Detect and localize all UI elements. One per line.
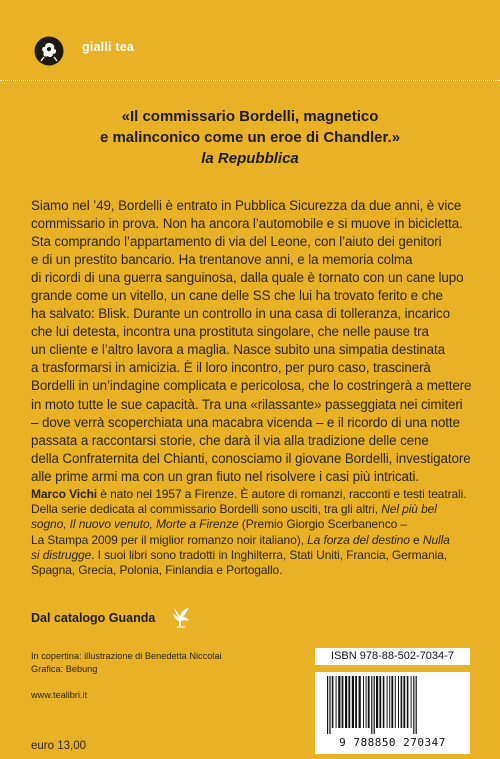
synopsis-line: a trasformarsi in amicizia. È il loro incontro, per puro caso, trascinerà (31, 360, 431, 376)
barcode-bar (401, 676, 403, 728)
rose-logo-icon (34, 36, 64, 66)
barcode-bar (383, 676, 385, 728)
barcode-bar (345, 676, 347, 728)
barcode-bar (413, 676, 414, 734)
catalog-label: Dal catalogo Guanda (31, 611, 156, 625)
bio-line: Della serie dedicata al commissario Bordelli sono usciti, tra gli altri, Nel più bel (31, 502, 437, 517)
bio-line: La Stampa 2009 per il miglior romanzo noir italiano), La forza del destino e Nulla (31, 532, 450, 547)
barcode-bar (368, 676, 370, 728)
barcode-bar (359, 676, 361, 728)
barcode-bar (407, 676, 409, 728)
synopsis-line: e di un prestito bancario. Ha trentanove anni, e la memoria colma (31, 252, 413, 268)
synopsis-line: un cliente e l’altro lavora a maglia. Nasce subito una simpatia destinata (31, 342, 445, 358)
series-brand: gialli tea (82, 40, 135, 54)
bio-line: si distrugge. I suoi libri sono tradotti in Inghilterra, Stati Uniti, Francia, Germania, (31, 547, 448, 562)
barcode-bar (398, 676, 399, 728)
barcode-bar (391, 676, 393, 728)
barcode-bar (374, 676, 375, 734)
barcode-bar (395, 676, 396, 728)
cover-credits (31, 650, 222, 675)
book-title: Nulla (422, 532, 450, 547)
book-titles: Nel più bel (381, 502, 437, 517)
synopsis-line: passata a raccontarsi storie, che darà il via alla tradizione delle cene (31, 432, 429, 448)
barcode-bar (352, 676, 354, 728)
author-name: Marco Vichi (31, 487, 98, 501)
guanda-bird-icon (171, 606, 191, 628)
barcode-bar (403, 676, 405, 728)
barcode-bar (338, 676, 340, 728)
isbn-label: ISBN 978-88-502-7034-7 (315, 648, 470, 665)
synopsis-line: Siamo nel ’49, Bordelli è entrato in Pubblica Sicurezza da due anni, è vice (31, 198, 462, 213)
barcode (315, 672, 470, 754)
book-title: La forza del destino (307, 532, 410, 547)
barcode-bar (387, 676, 388, 728)
barcode-bar (371, 676, 372, 734)
barcode-bar (327, 676, 328, 734)
synopsis-line: di ricordi di una guerra sanguinosa, dalla quale è tornato con un cane lupo (31, 270, 464, 286)
bio-line: Marco Vichi è nato nel 1957 a Firenze. È autore di romanzi, racconti e testi teatrali. (31, 487, 467, 501)
synopsis (31, 197, 479, 486)
publisher-website: www.tealibri.it (31, 690, 88, 700)
barcode-bar (376, 676, 378, 728)
barcode-bar (336, 676, 337, 728)
synopsis-line: Sta comprando l’appartamento di via del Leone, con l’aiuto dei genitori (31, 234, 442, 250)
barcode-bar (332, 676, 334, 728)
bio-line: Spagna, Grecia, Polonia, Finlandia e Portogallo. (31, 563, 283, 578)
synopsis-line: in moto tutte le sue capacità. Tra una «rilassante» passeggiata nei cimiteri (31, 396, 463, 412)
barcode-bar (329, 676, 330, 734)
synopsis-line: grande come un vitello, un cane delle SS che lui ha trovato ferito e che (31, 288, 443, 304)
barcode-bar (411, 676, 412, 728)
synopsis-line: – dove verrà scoperchiata una macabra vicenda – e il ricordo di una notte (31, 414, 460, 430)
synopsis-line: alle prime armi ma con un gran fiuto nel risolvere i casi più intricati. (31, 468, 419, 484)
bio-line: sogno, Il nuovo venuto, Morte a Firenze (Premio Giorgio Scerbanenco – (31, 517, 407, 532)
synopsis-line: ha salvato: Blisk. Durante un controllo in una casa di tolleranza, incarico (31, 306, 451, 322)
synopsis-line: della Confraternita del Chianti, conosciamo il giovane Bordelli, investigatore (31, 450, 471, 466)
blurb-quote (40, 107, 460, 148)
synopsis-line: commissario in prova. Non ha ancora l’automobile e si muove in bicicletta. (31, 216, 463, 232)
synopsis-line: che lui detesta, incontra una prostituta singolare, che nelle pause tra (31, 324, 429, 340)
price: euro 13,00 (31, 740, 86, 752)
quote-line-1: «Il commissario Bordelli, magnetico (121, 108, 379, 125)
barcode-digits: 9 788850 270347 (339, 736, 446, 749)
barcode-bars (319, 676, 466, 734)
author-bio (31, 487, 481, 578)
header (0, 0, 500, 80)
barcode-bar (342, 676, 344, 728)
synopsis-line: Bordelli in un’indagine complicata e pericolosa, che lo costringerà a mettere (31, 378, 472, 394)
barcode-bar (366, 676, 367, 728)
barcode-bar (355, 676, 357, 728)
barcode-bar (389, 676, 390, 728)
quote-line-2: e malinconico come un eroe di Chandler.» (99, 128, 401, 146)
barcode-bar (379, 676, 381, 728)
dotted-divider (0, 80, 500, 81)
book-title: si distrugge (31, 547, 92, 562)
barcode-bar (363, 676, 364, 728)
barcode-bar (348, 676, 350, 728)
quote-source: la Repubblica (201, 150, 299, 167)
book-titles: sogno, Il nuovo venuto, Morte a Firenze (31, 517, 239, 532)
graphic-design-credit: Grafica: Bebung (31, 663, 98, 674)
barcode-bar (416, 676, 417, 734)
cover-illustration-credit: In copertina: illustrazione di Benedetta Niccolai (31, 651, 222, 661)
